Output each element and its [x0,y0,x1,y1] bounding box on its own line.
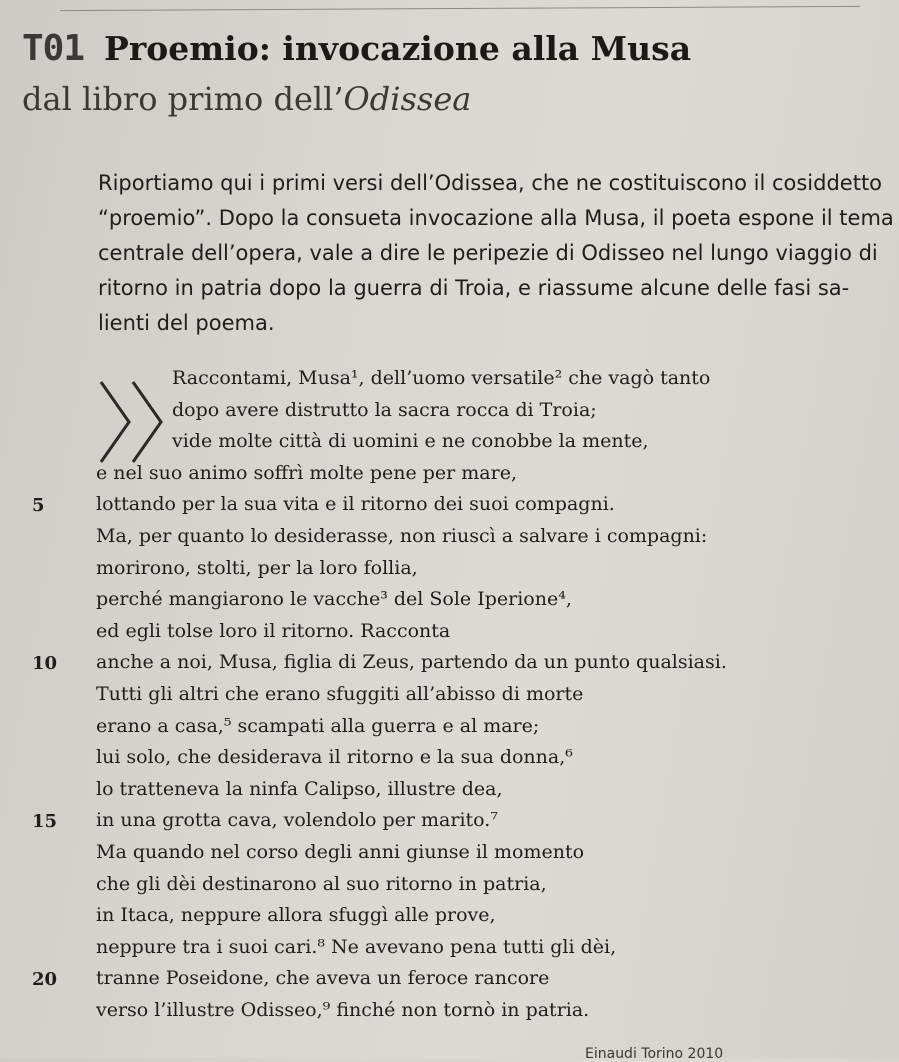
verse-line [0,586,899,618]
verse-line [0,902,899,934]
verse-text: che gli dèi destinarono al suo ritorno in patria, [96,872,547,895]
top-rule [60,6,860,11]
verse-line [0,555,899,587]
verse-line [0,681,899,713]
verse-line [0,618,899,650]
verse-text: tranne Poseidone, che aveva un feroce rancore [96,967,550,990]
verse-text: morirono, stolti, per la loro follia, [96,556,418,579]
poem-verses [0,365,899,1028]
verse-line [0,365,899,397]
text-code: T01 [22,28,85,69]
verse-text: Tutti gli altri che erano sfuggiti all’abisso di morte [96,682,584,705]
verse-line [0,491,899,523]
verse-text: lui solo, che desiderava il ritorno e la sua donna,⁶ [96,746,573,769]
source-citation: Einaudi Torino 2010 [585,1046,724,1062]
title-line [22,28,691,69]
verse-text: e nel suo animo soffrì molte pene per mare, [96,461,517,484]
verse-line [0,997,899,1029]
verse-text: in Itaca, neppure allora sfuggì alle prove, [96,904,496,927]
verse-line [0,744,899,776]
verse-number: 10 [32,653,58,675]
verse-text: ed egli tolse loro il ritorno. Racconta [96,619,451,642]
intro-line: centrale dell’opera, vale a dire le peripezie di Odisseo nel lungo viaggio di [98,241,878,265]
verse-text: in una grotta cava, volendolo per marito.⁷ [96,809,498,832]
intro-line: “proemio”. Dopo la consueta invocazione alla Musa, il poeta espone il tema [98,206,894,230]
verse-line [0,713,899,745]
verse-text: Raccontami, Musa¹, dell’uomo versatile² che vagò tanto [172,367,711,389]
verse-text: vide molte città di uomini e ne conobbe la mente, [172,430,649,453]
verse-text: dopo avere distrutto la sacra rocca di Troia; [172,398,597,421]
verse-line [0,428,899,460]
verse-text: lottando per la sua vita e il ritorno dei suoi compagni. [96,493,615,516]
subtitle-prefix: dal libro primo dell’ [22,80,344,118]
verse-number: 5 [32,495,45,517]
intro-line: ritorno in patria dopo la guerra di Troia, e riassume alcune delle fasi sa- [98,276,850,300]
verse-line [0,934,899,966]
subtitle-work: Odissea [343,80,472,118]
intro-text [98,166,894,341]
verse-text: lo tratteneva la ninfa Calipso, illustre dea, [96,777,503,800]
intro-line: Riportiamo qui i primi versi dell’Odissea, che ne costituiscono il cosiddetto [98,171,883,195]
verse-text: erano a casa,⁵ scampati alla guerra e al mare; [96,714,540,737]
verse-text: Ma quando nel corso degli anni giunse il momento [96,840,585,863]
intro-line: lienti del poema. [98,311,275,335]
verse-line [0,839,899,871]
verse-text: Ma, per quanto lo desiderasse, non riuscì a salvare i compagni: [96,524,708,547]
verse-line [0,460,899,492]
verse-line [0,649,899,681]
verse-line [0,807,899,839]
verse-line [0,965,899,997]
verse-text: anche a noi, Musa, figlia di Zeus, partendo da un punto qualsiasi. [96,651,727,674]
verse-text: perché mangiarono le vacche³ del Sole Iperione⁴, [96,588,572,611]
page-subtitle [22,80,471,118]
verse-line [0,397,899,429]
intro-paragraph [98,166,894,341]
verse-number: 15 [32,811,58,833]
verse-text: verso l’illustre Odisseo,⁹ finché non tornò in patria. [96,998,590,1021]
page-title: Proemio: invocazione alla Musa [104,29,692,68]
verse-number: 20 [32,969,58,991]
verse-line [0,523,899,555]
verse-line [0,871,899,903]
verse-text: neppure tra i suoi cari.⁸ Ne avevano pena tutti gli dèi, [96,935,617,958]
verse-line [0,776,899,808]
